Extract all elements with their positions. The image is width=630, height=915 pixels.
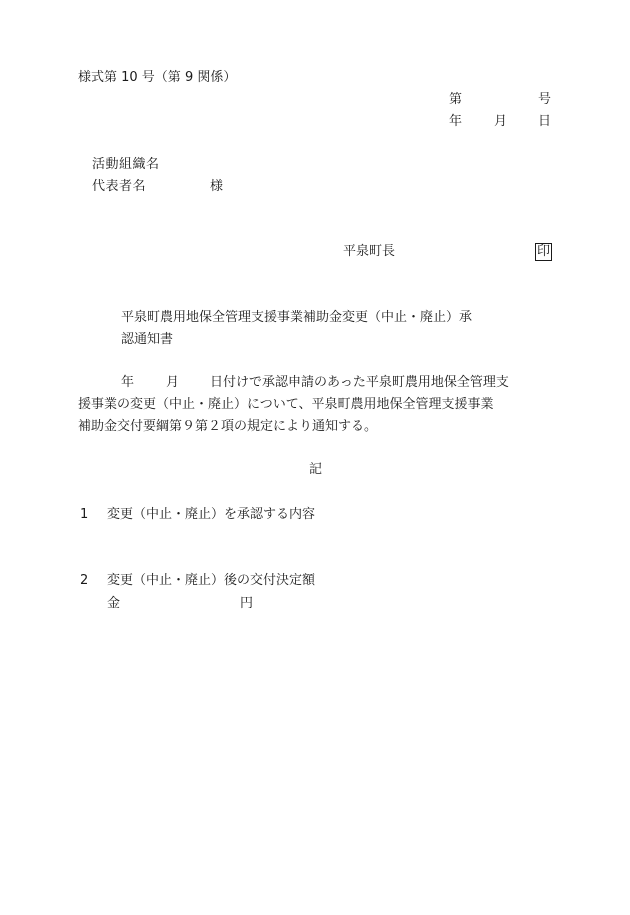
sender-title: 平泉町長 — [343, 244, 396, 259]
item-2-number: 2 — [80, 573, 89, 588]
recipient-org-label: 活動組織名 — [92, 157, 160, 172]
item-2-text: 変更（中止・廃止）後の交付決定額 — [107, 573, 316, 588]
recipient-honorific: 様 — [210, 179, 224, 194]
date-day: 日 — [538, 114, 552, 129]
date-month: 月 — [494, 114, 508, 129]
item-1-text: 変更（中止・廃止）を承認する内容 — [107, 507, 316, 522]
body-month: 月 — [166, 375, 180, 390]
form-label: 様式第 10 号（第 9 関係） — [78, 70, 237, 85]
item-1-number: 1 — [80, 507, 89, 522]
doc-title-line2: 認通知書 — [121, 332, 174, 347]
ki-marker: 記 — [309, 462, 323, 477]
recipient-rep-label: 代表者名 — [92, 179, 147, 194]
date-year: 年 — [449, 114, 463, 129]
body-line2: 援事業の変更（中止・廃止）について、平泉町農用地保全管理支援事業 — [78, 397, 494, 412]
body-year: 年 — [121, 375, 135, 390]
body-line1: 日付けで承認申請のあった平泉町農用地保全管理支 — [210, 375, 509, 390]
doc-title-line1: 平泉町農用地保全管理支援事業補助金変更（中止・廃止）承 — [121, 310, 473, 325]
body-line3: 補助金交付要綱第９第２項の規定により通知する。 — [78, 419, 378, 434]
doc-number-prefix: 第 — [449, 92, 463, 107]
seal-mark: 印 — [537, 244, 551, 259]
item-2-amount-prefix: 金 — [107, 596, 121, 611]
doc-number-suffix: 号 — [538, 92, 552, 107]
item-2-amount-unit: 円 — [240, 596, 254, 611]
